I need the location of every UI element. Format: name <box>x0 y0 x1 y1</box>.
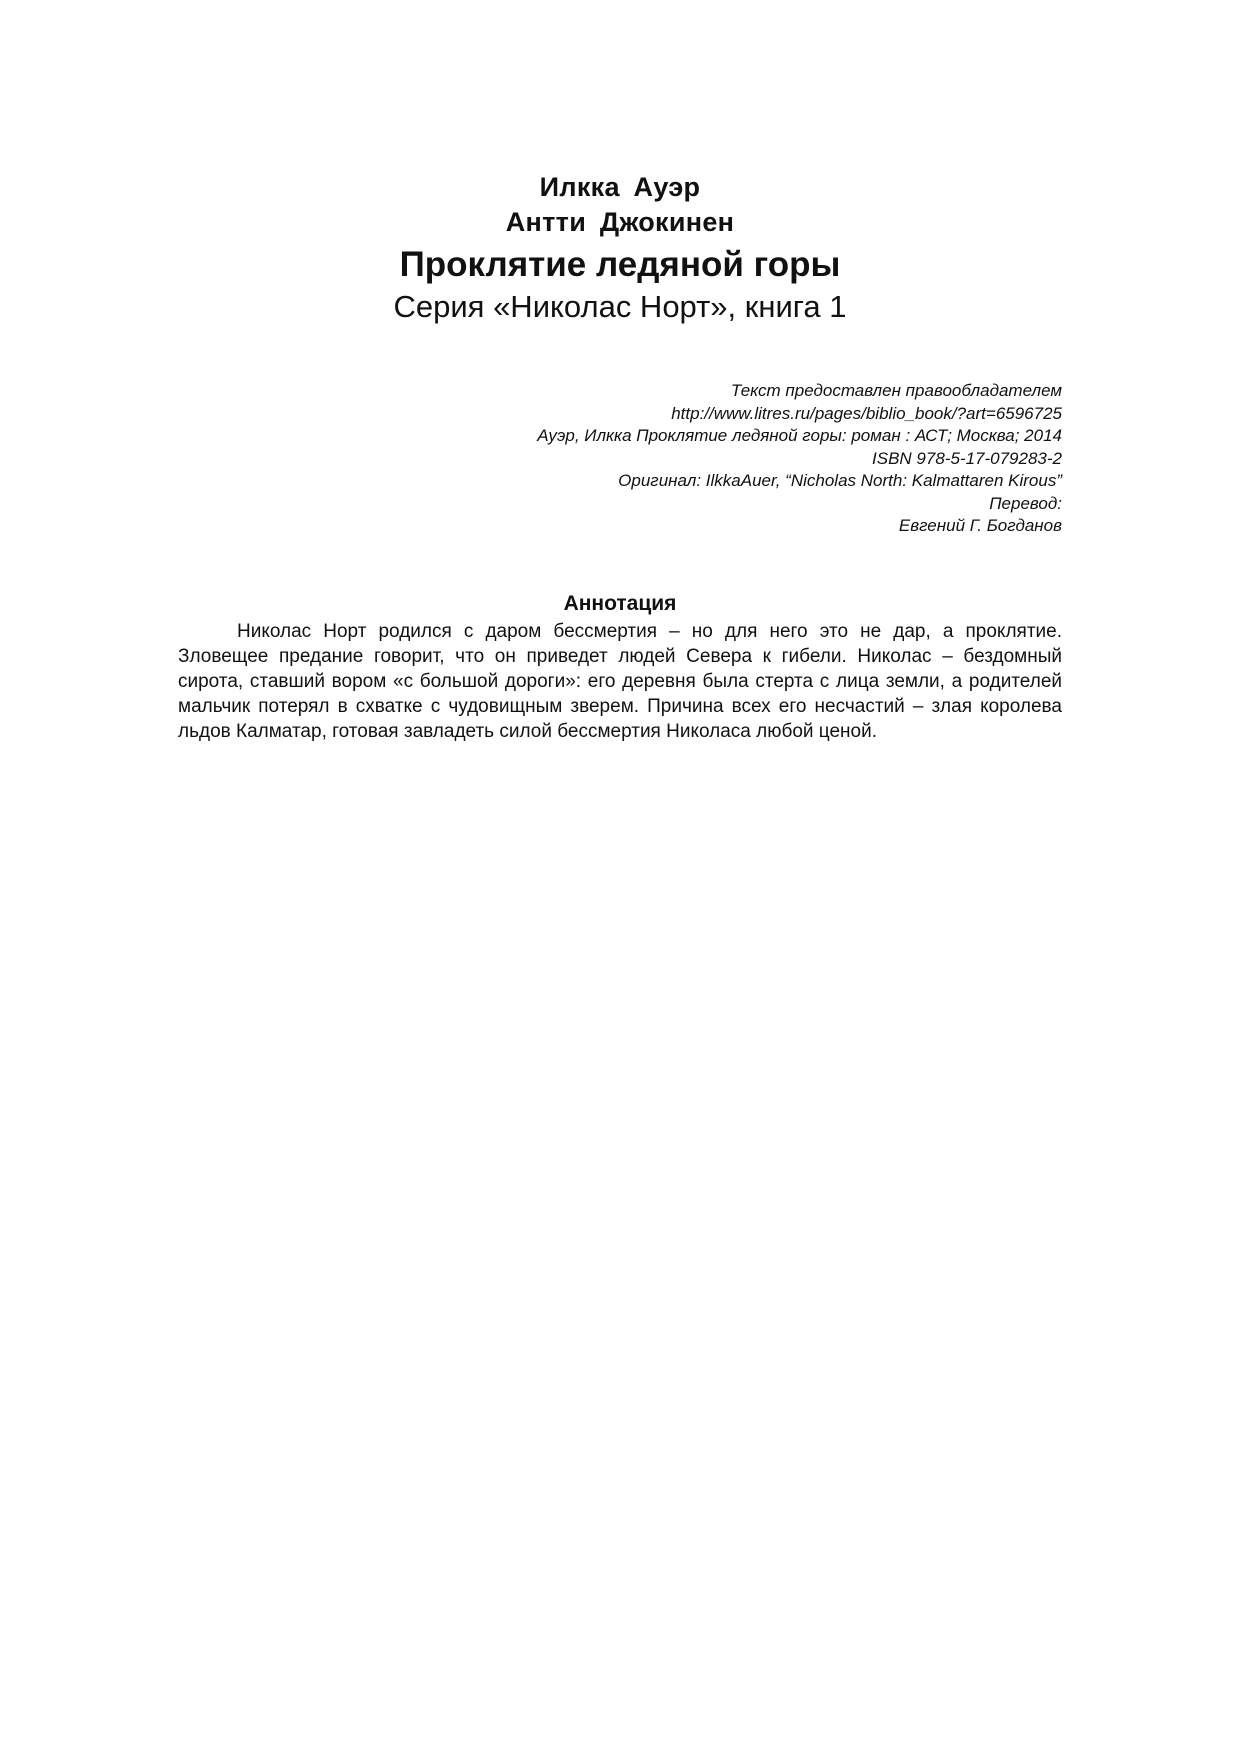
meta-bibliographic: Ауэр, Илкка Проклятие ледяной горы: роман : АСТ; Москва; 2014 <box>537 426 1062 445</box>
author-name-1: Илкка Ауэр <box>539 172 701 202</box>
author-name-2: Антти Джокинен <box>505 207 735 237</box>
meta-original-title: Оригинал: IlkkaAuer, “Nicholas North: Kalmattaren Kirous” <box>618 471 1062 490</box>
book-title: Проклятие ледяной горы <box>399 245 841 284</box>
annotation-text: Николас Норт родился с даром бессмертия – но для него это не дар, а проклятие. Зловещее предание говорит, что он приведет людей Севера к гибели. Николас – бездомный сирота, ставший вором «с большой дороги»: его деревня была стерта с лица земли, а родителей мальчик потерял в схватке с чудовищным зверем. Причина всех его несчастий – злая королева льдов Калматар, готовая завладеть силой бессмертия Николаса любой ценой. <box>178 620 1062 742</box>
document-page <box>178 170 1062 744</box>
title-block <box>178 170 1062 326</box>
meta-translation-label: Перевод: <box>989 493 1062 513</box>
meta-source-url: http://www.litres.ru/pages/biblio_book/?art=6596725 <box>671 403 1062 423</box>
publication-info <box>178 380 1062 538</box>
series-line: Серия «Николас Норт», книга 1 <box>393 289 847 324</box>
annotation-heading: Аннотация <box>563 591 677 615</box>
meta-translator: Евгений Г. Богданов <box>898 516 1062 535</box>
meta-rights-holder: Текст предоставлен правообладателем <box>730 381 1062 400</box>
meta-isbn: ISBN 978-5-17-079283-2 <box>872 448 1062 468</box>
